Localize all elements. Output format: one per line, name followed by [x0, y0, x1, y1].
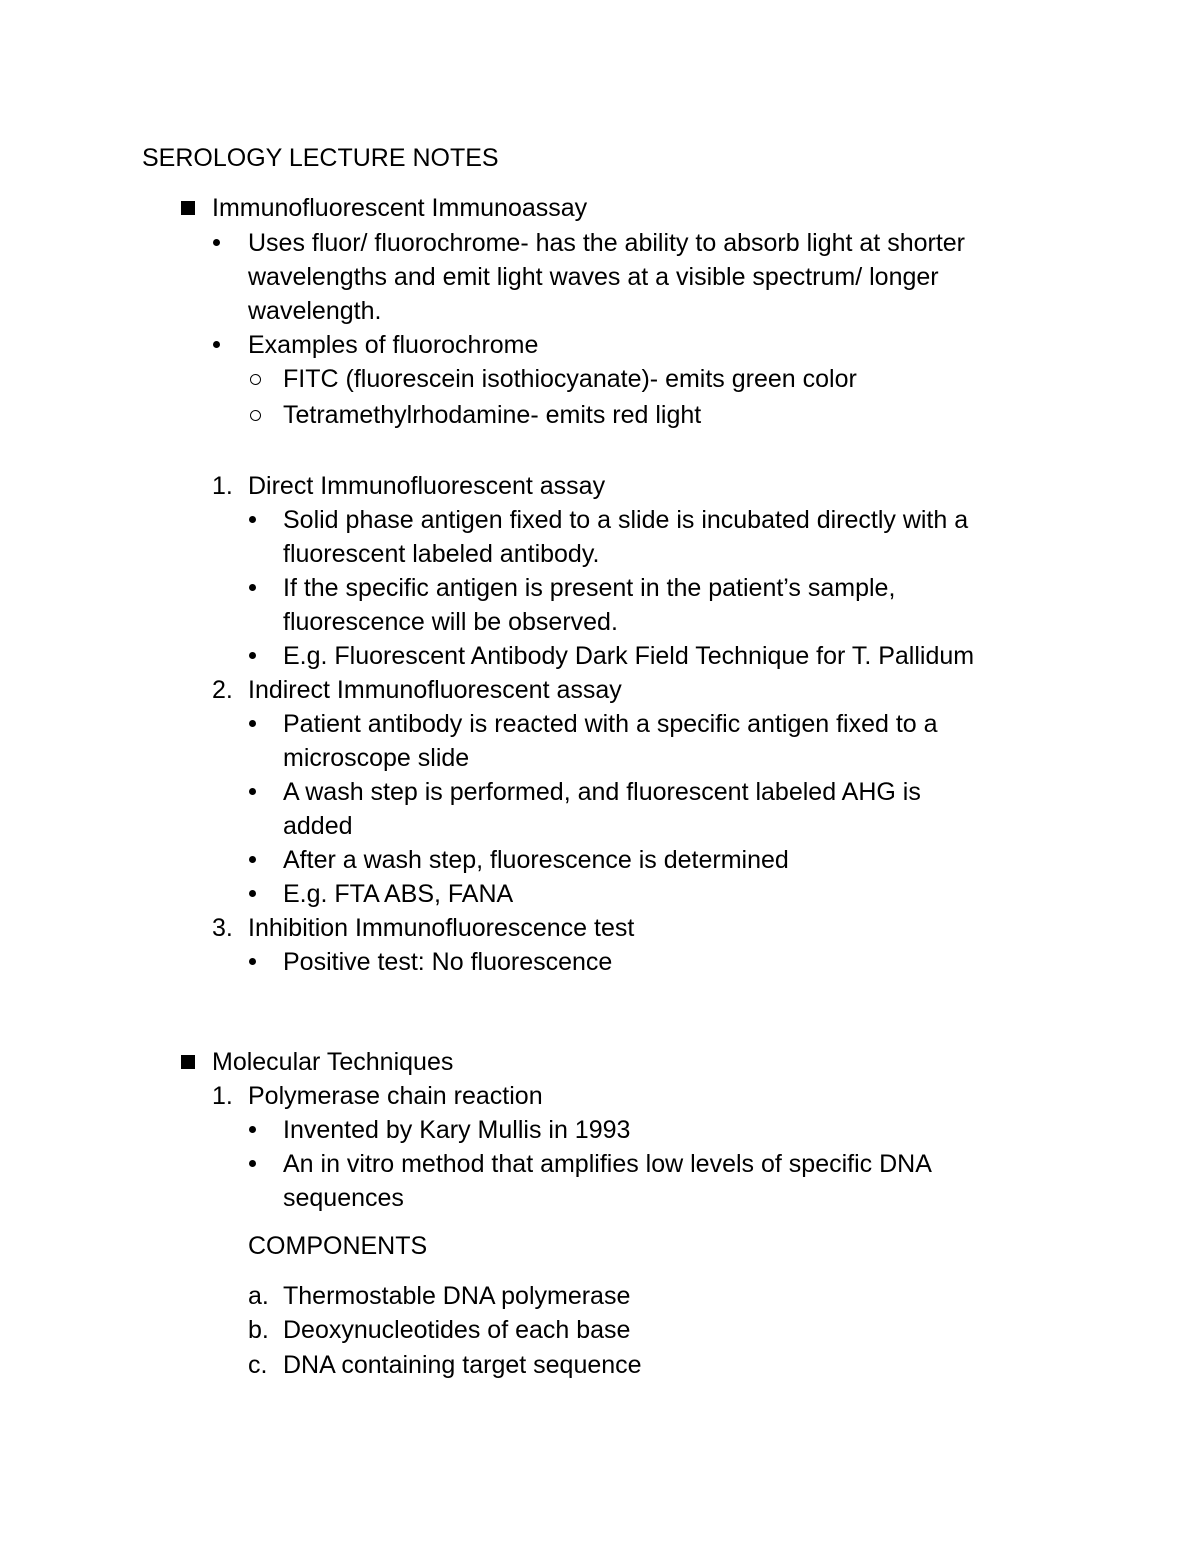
- component-item: Thermostable DNA polymerase: [283, 1282, 631, 1310]
- square-bullet-icon: [181, 201, 195, 215]
- component-letter: b.: [248, 1316, 269, 1344]
- list-item-text: An in vitro method that amplifies low levels of specific DNA: [283, 1150, 932, 1178]
- component-letter: c.: [248, 1351, 268, 1379]
- list-item-text: microscope slide: [283, 744, 470, 772]
- bullet-dot-icon: [249, 584, 256, 591]
- components-label: COMPONENTS: [248, 1232, 428, 1260]
- bullet-dot-icon: [249, 720, 256, 727]
- list-item-text: E.g. Fluorescent Antibody Dark Field Technique for T. Pallidum: [283, 642, 975, 670]
- list-number: 2.: [212, 676, 233, 704]
- bullet-dot-icon: [249, 856, 256, 863]
- list-item-text: After a wash step, fluorescence is determined: [283, 846, 789, 874]
- bullet-dot-icon: [249, 958, 256, 965]
- list-item-text: wavelength.: [248, 297, 382, 325]
- list-item-text: fluorescent labeled antibody.: [283, 540, 600, 568]
- list-item-text: A wash step is performed, and fluorescent labeled AHG is: [283, 778, 921, 806]
- bullet-dot-icon: [249, 788, 256, 795]
- bullet-dot-icon: [249, 890, 256, 897]
- list-number: 3.: [212, 914, 233, 942]
- list-item-text: fluorescence will be observed.: [283, 608, 618, 636]
- bullet-dot-icon: [249, 1160, 256, 1167]
- list-item-text: wavelengths and emit light waves at a visible spectrum/ longer: [248, 263, 939, 291]
- list-item-text: Patient antibody is reacted with a specific antigen fixed to a: [283, 710, 938, 738]
- circle-bullet-icon: [250, 410, 261, 421]
- bullet-dot-icon: [213, 239, 220, 246]
- numbered-heading-pcr: Polymerase chain reaction: [248, 1082, 543, 1110]
- list-number: 1.: [212, 1082, 233, 1110]
- sub-list-item-text: Tetramethylrhodamine- emits red light: [283, 401, 702, 429]
- list-item-text: E.g. FTA ABS, FANA: [283, 880, 514, 908]
- bullet-dot-icon: [213, 341, 220, 348]
- list-item-text: Examples of fluorochrome: [248, 331, 539, 359]
- numbered-heading-inhibition: Inhibition Immunofluorescence test: [248, 914, 635, 942]
- page-title: SEROLOGY LECTURE NOTES: [142, 144, 499, 172]
- list-item-text: Invented by Kary Mullis in 1993: [283, 1116, 631, 1144]
- list-item-text: Solid phase antigen fixed to a slide is incubated directly with a: [283, 506, 969, 534]
- sub-list-item-text: FITC (fluorescein isothiocyanate)- emits green color: [283, 365, 857, 393]
- numbered-heading-direct: Direct Immunofluorescent assay: [248, 472, 606, 500]
- section-heading-immunofluorescent: Immunofluorescent Immunoassay: [212, 194, 588, 222]
- list-item-text: sequences: [283, 1184, 404, 1212]
- list-item-text: If the specific antigen is present in the patient’s sample,: [283, 574, 896, 602]
- list-number: 1.: [212, 472, 233, 500]
- list-item-text: added: [283, 812, 353, 840]
- component-letter: a.: [248, 1282, 269, 1310]
- component-item: Deoxynucleotides of each base: [283, 1316, 631, 1344]
- list-item-text: Positive test: No fluorescence: [283, 948, 613, 976]
- numbered-heading-indirect: Indirect Immunofluorescent assay: [248, 676, 622, 704]
- square-bullet-icon: [181, 1055, 195, 1069]
- bullet-dot-icon: [249, 1126, 256, 1133]
- circle-bullet-icon: [250, 374, 261, 385]
- bullet-dot-icon: [249, 652, 256, 659]
- bullet-dot-icon: [249, 516, 256, 523]
- section-heading-molecular: Molecular Techniques: [212, 1048, 454, 1076]
- component-item: DNA containing target sequence: [283, 1351, 642, 1379]
- list-item-text: Uses fluor/ fluorochrome- has the ability to absorb light at shorter: [248, 229, 966, 257]
